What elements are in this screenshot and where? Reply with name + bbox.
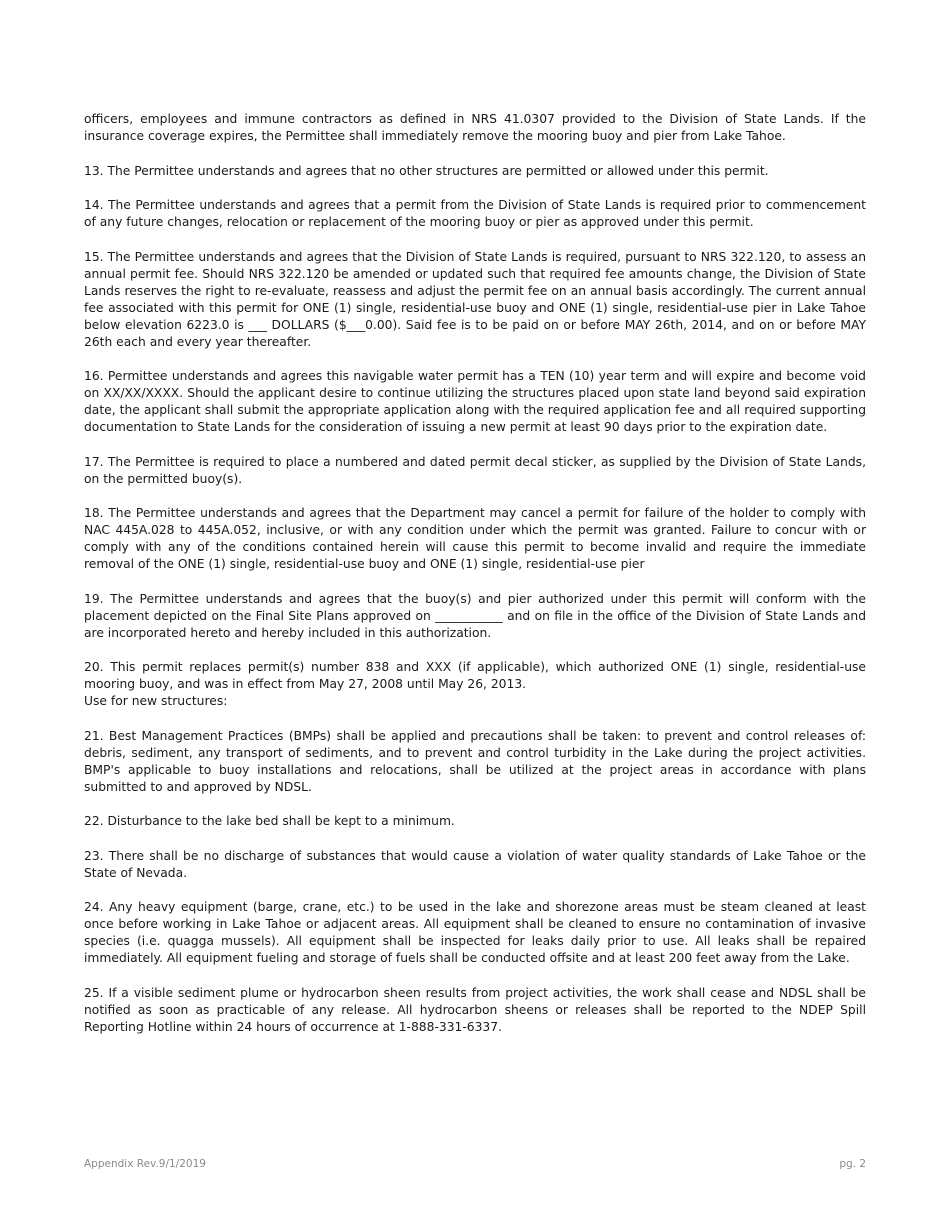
paragraph-17: 17. The Permittee is required to place a numbered and dated permit decal sticker, as supplied by the Division of State Lands, on the permitted buoy(s). xyxy=(84,454,866,486)
paragraph-13: 13. The Permittee understands and agrees that no other structures are permitted or allowed under this permit. xyxy=(84,163,769,178)
paragraph-18: 18. The Permittee understands and agrees that the Department may cancel a permit for failure of the holder to comply with NAC 445A.028 to 445A.052, inclusive, or with any condition under which the permit was granted. Failure to concur with or comply with any of the conditions contained herein will cause this permit to become invalid and require the immediate removal of the ONE (1) single, residential-use buoy and ONE (1) single, residential-use pier xyxy=(84,506,866,571)
paragraph-19: 19. The Permittee understands and agrees that the buoy(s) and pier authorized under this permit will conform with the placement depicted on the Final Site Plans approved on ___________ and on file in the office of the Division of State Lands and are incorporated hereto and hereby included in this authorization. xyxy=(84,591,866,640)
paragraph-25: 25. If a visible sediment plume or hydrocarbon sheen results from project activities, the work shall cease and NDSL shall be notified as soon as practicable of any release. All hydrocarbon sheens or releases shall be reported to the NDEP Spill Reporting Hotline within 24 hours of occurrence at 1-888-331-6337. xyxy=(84,985,866,1034)
paragraph-21: 21. Best Management Practices (BMPs) shall be applied and precautions shall be taken: to prevent and control releases of: debris, sediment, any transport of sediments, and to prevent and control turbidity in the Lake during the project activities. BMP's applicable to buoy installations and relocations, shall be utilized at the project areas in accordance with plans submitted to and approved by NDSL. xyxy=(84,728,866,794)
paragraph-22: 22. Disturbance to the lake bed shall be kept to a minimum. xyxy=(84,814,455,828)
paragraph-24: 24. Any heavy equipment (barge, crane, etc.) to be used in the lake and shorezone areas must be steam cleaned at least once before working in Lake Tahoe or adjacent areas. All equipment shall be cleaned to ensure no contamination of invasive species (i.e. quagga mussels). All equipment shall be inspected for leaks daily prior to use. All leaks shall be repaired immediately. All equipment fueling and storage of fuels shall be conducted offsite and at least 200 feet away from the Lake. xyxy=(84,900,866,965)
paragraph-insurance-continued: officers, employees and immune contractors as defined in NRS 41.0307 provided to the Division of State Lands. If the insurance coverage expires, the Permittee shall immediately remove the mooring buoy and pier from Lake Tahoe. xyxy=(84,112,866,143)
subheading-new-structures: Use for new structures: xyxy=(84,694,228,708)
document-body xyxy=(84,111,866,1053)
paragraph-15: 15. The Permittee understands and agrees that the Division of State Lands is required, pursuant to NRS 322.120, to assess an annual permit fee. Should NRS 322.120 be amended or updated such that required fee amounts change, the Division of State Lands reserves the right to re-evaluate, reassess and adjust the permit fee on an annual basis accordingly. The current annual fee associated with this permit for ONE (1) single, residential-use buoy and ONE (1) single, residential-use pier in Lake Tahoe below elevation 6223.0 is ___ DOLLARS ($___0.00). Said fee is to be paid on or before MAY 26th, 2014, and on or before MAY 26th each and every year thereafter. xyxy=(84,249,866,349)
paragraph-20: 20. This permit replaces permit(s) number 838 and XXX (if applicable), which authorized ONE (1) single, residential-use mooring buoy, and was in effect from May 27, 2008 until May 26, 2013. xyxy=(84,660,866,691)
paragraph-23: 23. There shall be no discharge of substances that would cause a violation of water quality standards of Lake Tahoe or the State of Nevada. xyxy=(84,848,866,880)
footer-revision: Appendix Rev.9/1/2019 xyxy=(84,1158,206,1170)
paragraph-14: 14. The Permittee understands and agrees that a permit from the Division of State Lands is required prior to commencement of any future changes, relocation or replacement of the mooring buoy or pier as approved under this permit. xyxy=(84,198,866,229)
paragraph-16: 16. Permittee understands and agrees this navigable water permit has a TEN (10) year term and will expire and become void on XX/XX/XXXX. Should the applicant desire to continue utilizing the structures placed upon state land beyond said expiration date, the applicant shall submit the appropriate application along with the required application fee and all required supporting documentation to State Lands for the consideration of issuing a new permit at least 90 days prior to the expiration date. xyxy=(84,369,866,434)
footer-page-number: pg. 2 xyxy=(839,1158,866,1170)
